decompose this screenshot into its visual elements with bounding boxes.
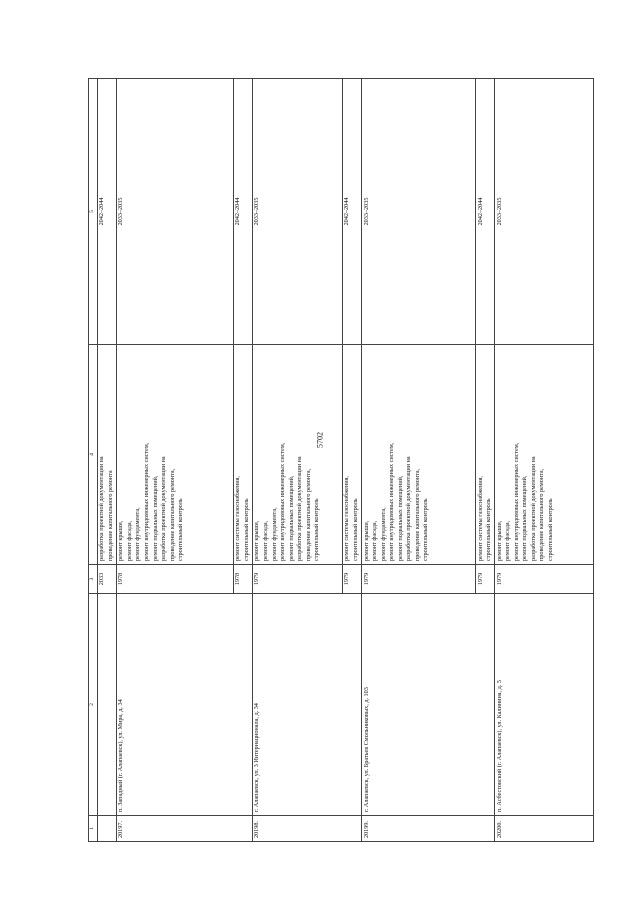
- repair-period: 2042–2044: [342, 79, 361, 345]
- repair-period: 2042–2044: [476, 79, 495, 345]
- table-row: [116, 79, 233, 842]
- build-year: 1979: [362, 565, 476, 594]
- address-cell: п. Западный (г. Алапаевск), ул. Мира, д. 34: [116, 594, 252, 816]
- address-cell: п. Асбестовский (г. Алапаевск), ул. Калинина, д. 5: [495, 594, 594, 816]
- repair-period: 2042–2044: [233, 79, 252, 345]
- table-row: [97, 79, 116, 842]
- table-row: [252, 79, 342, 842]
- works-list: ремонт системы газоснабжения, строительный контроль: [476, 345, 495, 565]
- row-number: 20197.: [116, 816, 252, 842]
- repair-schedule-table: [88, 78, 594, 842]
- build-year: 1978: [233, 565, 252, 594]
- works-list: ремонт крыши, ремонт фасада, ремонт фундамента, ремонт внутридомовых инженерных систем, ремонт подвальных помещений, разработка проектной документации на проведение капитального ремонта, строительный контроль: [362, 345, 476, 565]
- page-number: 5702: [315, 432, 325, 448]
- works-list: разработка проектной документации на проведение капитального ремонта: [97, 345, 116, 565]
- build-year: 1979: [476, 565, 495, 594]
- build-year: 1979: [495, 565, 594, 594]
- build-year: 1979: [252, 565, 342, 594]
- table-row: [495, 79, 594, 842]
- header-col-1: 1: [89, 816, 98, 842]
- header-col-4: 4: [89, 345, 98, 565]
- header-row: [89, 79, 98, 842]
- header-col-5: 5: [89, 79, 98, 345]
- works-list: ремонт крыши, ремонт фасада, ремонт внутридомовых инженерных систем, ремонт подвальных помещений, разработка проектной документации на проведение капитального ремонта, строительный контроль: [495, 345, 594, 565]
- address-cell: г. Алапаевск, ул. Братьев Смольниковых, д. 103: [362, 594, 495, 816]
- repair-period: 2033–2035: [116, 79, 233, 345]
- works-list: ремонт крыши, ремонт фасада, ремонт фундамента, ремонт внутридомовых инженерных систем, ремонт подвальных помещений, разработка проектной документации на проведение капитального ремонта, строительный контроль: [116, 345, 233, 565]
- table-rotator: [88, 79, 590, 842]
- repair-period: 2033–2035: [362, 79, 476, 345]
- row-number: 20200.: [495, 816, 594, 842]
- header-col-2: 2: [89, 594, 98, 816]
- works-list: ремонт крыши, ремонт фасада, ремонт фундамента, ремонт внутридомовых инженерных систем, ремонт подвальных помещений, разработка проектной документации на проведение капитального ремонта, строительный контроль: [252, 345, 342, 565]
- row-number: 20198.: [252, 816, 361, 842]
- table-row: [362, 79, 476, 842]
- address-cell: г. Алапаевск, ул. 3 Интернационала, д. 34: [252, 594, 361, 816]
- header-col-3: 3: [89, 565, 98, 594]
- works-list: ремонт системы газоснабжения, строительный контроль: [342, 345, 361, 565]
- works-list: ремонт системы газоснабжения, строительный контроль: [233, 345, 252, 565]
- row-number: 20199.: [362, 816, 495, 842]
- build-year: 1978: [116, 565, 233, 594]
- repair-period: 2033–2035: [252, 79, 342, 345]
- repair-period: 2042–2044: [97, 79, 116, 345]
- repair-period: 2033–2035: [495, 79, 594, 345]
- build-year: 2033: [97, 565, 116, 594]
- rotated-table-area: [88, 79, 590, 842]
- build-year: 1979: [342, 565, 361, 594]
